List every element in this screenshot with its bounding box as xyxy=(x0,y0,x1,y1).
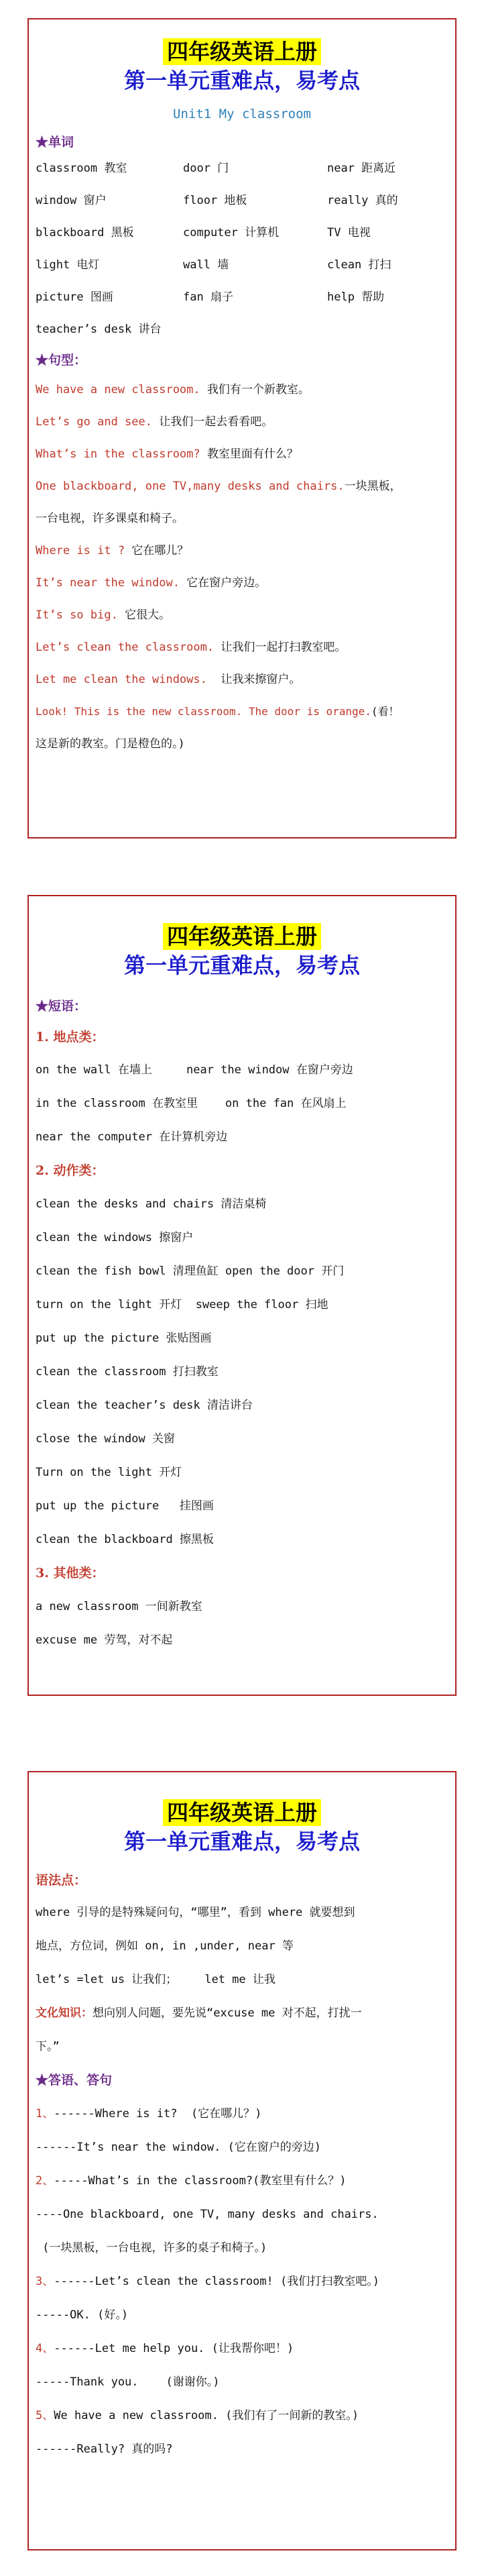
action-heading: 2. 动作类： xyxy=(36,1163,105,1178)
qa-text: We have a new classroom. (我们有了一间新的教室。) xyxy=(54,2409,359,2422)
sentence-1: We have a new classroom. 我们有一个新教室。 xyxy=(36,383,310,396)
grammar-line-3: let’s =let us 让我们； let me 让我 xyxy=(36,1973,276,1986)
sentence-6: It’s near the window. 它在窗户旁边。 xyxy=(36,576,267,590)
word-item: classroom 教室 xyxy=(36,162,127,175)
word-item: near 距离近 xyxy=(327,162,396,175)
page-subtitle: 第一单元重难点，易考点 xyxy=(123,1829,360,1854)
qa-text: ------Where is it? (它在哪儿？) xyxy=(54,2107,262,2121)
qa-text: ------Let me help you. (让我帮你吧！) xyxy=(54,2342,294,2355)
grammar-line-2: 地点，方位词，例如 on, in ,under, near 等 xyxy=(36,1939,294,1953)
phrase-item: near the computer 在计算机旁边 xyxy=(36,1130,228,1144)
phrase-item: clean the fish bowl 清理鱼缸 open the door 开门 xyxy=(36,1265,345,1278)
qa-number: 5、 xyxy=(36,2409,54,2422)
qa-text: (一块黑板，一台电视，许多的桌子和椅子。) xyxy=(36,2241,267,2255)
qa-item xyxy=(36,2265,455,2298)
sentence-4: One blackboard, one TV,many desks and chairs.一块黑板， xyxy=(36,480,402,493)
sentence-2: Let’s go and see. 让我们一起去看看吧。 xyxy=(36,415,274,429)
sentence-10-cont: 这是新的教室。门是橙色的。) xyxy=(36,737,185,751)
qa-text: ----One blackboard, one TV, many desks and chairs. xyxy=(36,2208,379,2221)
qa-number: 3、 xyxy=(36,2275,54,2288)
phrase-item: close the window 关窗 xyxy=(36,1432,175,1446)
place-heading: 1. 地点类： xyxy=(36,1030,105,1044)
phrase-item: on the wall 在墙上 near the window 在窗户旁边 xyxy=(36,1063,353,1077)
qa-text: ------Really? 真的吗? xyxy=(36,2443,173,2456)
culture-heading: 文化知识： xyxy=(36,2006,93,2020)
page-subtitle: 第一单元重难点，易考点 xyxy=(123,953,360,978)
phrase-item: in the classroom 在教室里 on the fan 在风扇上 xyxy=(36,1097,347,1110)
word-item: help 帮助 xyxy=(327,290,385,304)
words-heading: ★单词 xyxy=(36,135,74,150)
word-item: blackboard 黑板 xyxy=(36,226,134,239)
words-grid xyxy=(36,152,455,345)
sentence-8: Let’s clean the classroom. 让我们一起打扫教室吧。 xyxy=(36,641,347,654)
qa-text: ------Let’s clean the classroom! (我们打扫教室吧。) xyxy=(54,2275,379,2288)
grammar-line-1: where 引导的是特殊疑问句，“哪里”，看到 where 就要想到 xyxy=(36,1906,355,1919)
qa-number: 1、 xyxy=(36,2107,54,2121)
card-3-header xyxy=(29,1772,455,1856)
phrase-item: put up the picture 挂图画 xyxy=(36,1499,214,1513)
place-list xyxy=(36,1053,455,1154)
phrase-item: clean the windows 擦窗户 xyxy=(36,1231,194,1244)
phrase-item: clean the teacher’s desk 清洁讲台 xyxy=(36,1399,253,1412)
word-item: computer 计算机 xyxy=(183,226,280,239)
sentence-3: What’s in the classroom? 教室里面有什么？ xyxy=(36,447,298,461)
qa-item xyxy=(36,2399,455,2432)
card-1-header xyxy=(29,19,455,124)
word-item: light 电灯 xyxy=(36,258,100,272)
phrase-item: a new classroom 一间新教室 xyxy=(36,1600,202,1613)
qa-item xyxy=(36,2365,455,2399)
qa-number: 2、 xyxy=(36,2174,54,2188)
phrase-item: Turn on the light 开灯 xyxy=(36,1466,182,1479)
sentence-9: Let me clean the windows. 让我来擦窗户。 xyxy=(36,673,301,686)
unit-title: Unit1 My classroom xyxy=(173,107,311,121)
qa-item xyxy=(36,2097,455,2131)
word-item: clean 打扫 xyxy=(327,258,391,272)
page-title: 四年级英语上册 xyxy=(163,1799,321,1826)
word-item: wall 墙 xyxy=(183,258,229,272)
card-1 xyxy=(27,18,457,839)
action-list xyxy=(36,1187,455,1556)
card-2-header xyxy=(29,896,455,979)
page-title: 四年级英语上册 xyxy=(163,38,321,65)
sentence-7: It’s so big. 它很大。 xyxy=(36,608,171,622)
word-item: fan 扇子 xyxy=(183,290,233,304)
word-item: teacher’s desk 讲台 xyxy=(36,323,162,336)
culture-line-1: 文化知识：想向别人问题，要先说“excuse me 对不起，打扰一 xyxy=(36,2006,362,2020)
qa-item xyxy=(36,2164,455,2198)
qa-text: -----OK. (好。) xyxy=(36,2308,129,2322)
word-item: floor 地板 xyxy=(183,194,247,207)
sentence-5: Where is it ? 它在哪儿？ xyxy=(36,544,189,557)
phrase-item: clean the blackboard 擦黑板 xyxy=(36,1533,214,1546)
qa-item xyxy=(36,2432,455,2466)
sentences-heading: ★句型： xyxy=(36,353,87,368)
qa-text: -----Thank you. (谢谢你。) xyxy=(36,2375,220,2389)
qa-item xyxy=(36,2198,455,2231)
phrase-item: excuse me 劳驾，对不起 xyxy=(36,1633,173,1647)
qa-number: 4、 xyxy=(36,2342,54,2355)
phrase-item: turn on the light 开灯 sweep the floor 扫地 xyxy=(36,1298,328,1311)
word-item: picture 图画 xyxy=(36,290,113,304)
card-3 xyxy=(27,1771,457,2551)
sentence-4-cont: 一台电视，许多课桌和椅子。 xyxy=(36,512,184,525)
word-item: door 门 xyxy=(183,162,229,175)
qa-text: -----What’s in the classroom?(教室里有什么？) xyxy=(54,2174,347,2188)
page-title: 四年级英语上册 xyxy=(163,923,321,950)
other-heading: 3. 其他类： xyxy=(36,1566,105,1580)
culture-line-2: 下。” xyxy=(36,2040,60,2053)
page-subtitle: 第一单元重难点，易考点 xyxy=(123,68,360,93)
word-item xyxy=(183,313,327,345)
phrases-heading: ★短语： xyxy=(36,999,87,1014)
qa-item xyxy=(36,2131,455,2164)
word-item: window 窗户 xyxy=(36,194,107,207)
qa-heading: ★答语、答句 xyxy=(36,2073,113,2088)
qa-text: ------It’s near the window. (它在窗户的旁边) xyxy=(36,2141,322,2154)
qa-item xyxy=(36,2298,455,2332)
other-list xyxy=(36,1590,455,1657)
sentence-10: Look! This is the new classroom. The door is orange.(看！ xyxy=(36,705,400,718)
card-2 xyxy=(27,895,457,1696)
qa-list xyxy=(36,2097,455,2466)
phrase-item: clean the classroom 打扫教室 xyxy=(36,1365,219,1379)
phrase-item: clean the desks and chairs 清洁桌椅 xyxy=(36,1197,267,1211)
grammar-heading: 语法点： xyxy=(36,1873,87,1888)
word-item: really 真的 xyxy=(327,194,398,207)
qa-item xyxy=(36,2231,455,2265)
qa-item xyxy=(36,2332,455,2365)
word-item xyxy=(327,313,444,345)
word-item: TV 电视 xyxy=(327,226,371,239)
phrase-item: put up the picture 张贴图画 xyxy=(36,1332,212,1345)
